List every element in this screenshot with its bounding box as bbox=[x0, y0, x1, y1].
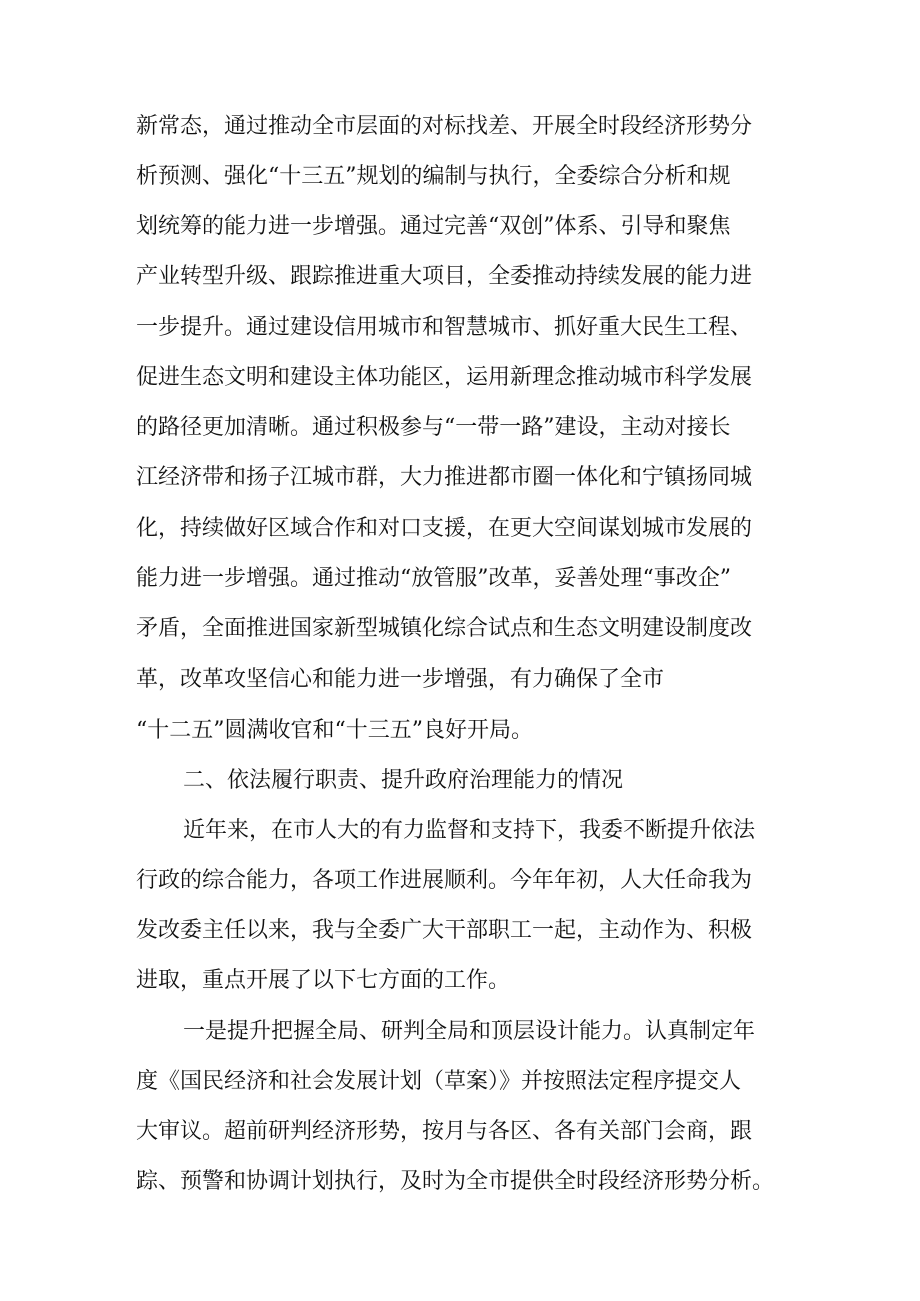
text-line: 大审议。超前研判经济形势，按月与各区、各有关部门会商，跟 bbox=[136, 1119, 753, 1144]
text-line: 的路径更加清晰。通过积极参与“一带一路”建设，主动对接长 bbox=[136, 415, 731, 440]
text-line: 近年来，在市人大的有力监督和支持下，我委不断提升依法 bbox=[183, 818, 756, 843]
text-line: 产业转型升级、跟踪推进重大项目，全委推动持续发展的能力进 bbox=[136, 264, 753, 289]
text-line: 矛盾，全面推进国家新型城镇化综合试点和生态文明建设制度改 bbox=[136, 616, 753, 641]
text-line: 析预测、强化“十三五”规划的编制与执行，全委综合分析和规 bbox=[136, 164, 731, 189]
text-line: 发改委主任以来，我与全委广大干部职工一起，主动作为、积极 bbox=[136, 918, 753, 943]
text-line: 革，改革攻坚信心和能力进一步增强，有力确保了全市 bbox=[136, 667, 665, 692]
section-heading: 二、依法履行职责、提升政府治理能力的情况 bbox=[183, 768, 624, 793]
text-line: 江经济带和扬子江城市群，大力推进都市圈一体化和宁镇扬同城 bbox=[136, 465, 753, 490]
text-line: 一是提升把握全局、研判全局和顶层设计能力。认真制定年 bbox=[183, 1019, 756, 1044]
text-line: 踪、预警和协调计划执行，及时为全市提供全时段经济形势分析。 bbox=[136, 1169, 775, 1194]
text-line: 行政的综合能力，各项工作进展顺利。今年年初，人大任命我为 bbox=[136, 868, 753, 893]
text-line: 促进生态文明和建设主体功能区，运用新理念推动城市科学发展 bbox=[136, 365, 753, 390]
text-line: 一步提升。通过建设信用城市和智慧城市、抓好重大民生工程、 bbox=[136, 315, 753, 340]
text-line: 度《国民经济和社会发展计划（草案）》并按照法定程序提交人 bbox=[136, 1069, 742, 1094]
text-line: 划统筹的能力进一步增强。通过完善“双创”体系、引导和聚焦 bbox=[136, 214, 731, 239]
text-line: 进取，重点开展了以下七方面的工作。 bbox=[136, 968, 511, 993]
text-line: 化，持续做好区域合作和对口支援，在更大空间谋划城市发展的 bbox=[136, 516, 753, 541]
text-line: “十二五”圆满收官和“十三五”良好开局。 bbox=[136, 718, 533, 743]
text-line: 能力进一步增强。通过推动“放管服”改革，妥善处理“事改企” bbox=[136, 566, 731, 591]
text-line: 新常态，通过推动全市层面的对标找差、开展全时段经济形势分 bbox=[136, 114, 753, 139]
